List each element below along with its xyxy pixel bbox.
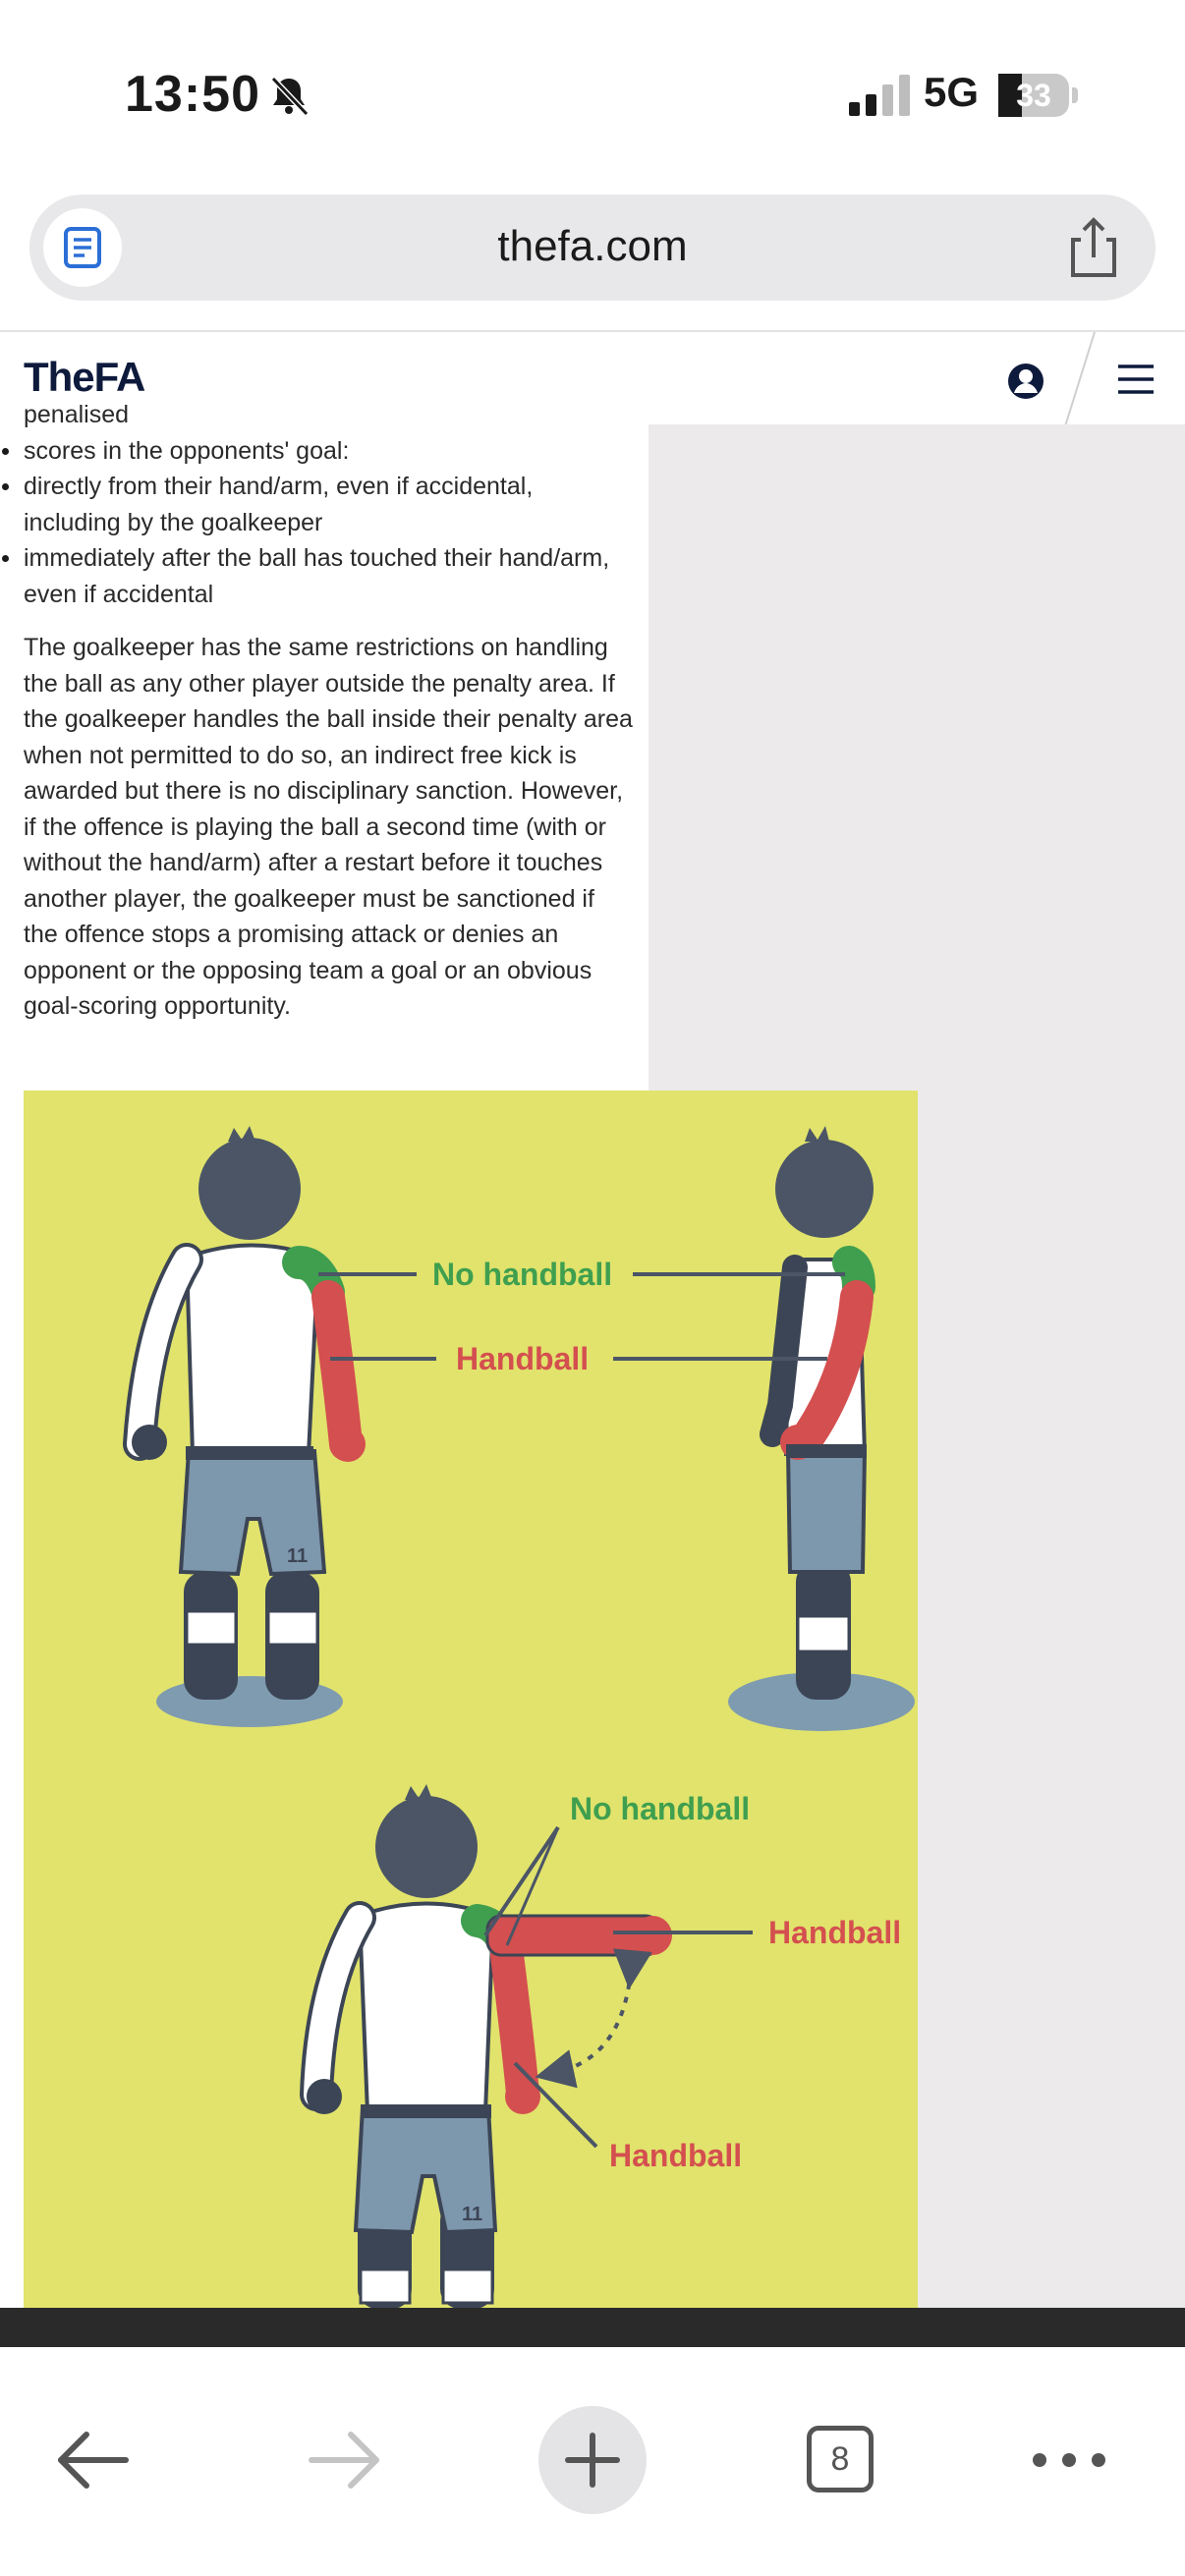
- battery-icon: [998, 74, 1077, 117]
- shirt-number: 11: [462, 2204, 483, 2225]
- back-button[interactable]: [39, 2406, 147, 2514]
- shirt-number: 11: [287, 1545, 309, 1567]
- label-handball: Handball: [609, 2138, 743, 2173]
- forward-button[interactable]: [290, 2406, 398, 2514]
- list-item: scores in the opponents' goal:: [24, 433, 633, 470]
- partial-line: penalised: [24, 401, 130, 428]
- label-no-handball: No handball: [432, 1257, 613, 1292]
- rotation-arrow: [554, 1970, 631, 2073]
- browser-toolbar: [0, 2347, 1185, 2576]
- address-bar[interactable]: [29, 195, 1156, 301]
- bullet-list: [24, 433, 633, 613]
- battery-percent: 33: [1016, 78, 1051, 113]
- handball-illustration: [24, 1091, 918, 2308]
- more-button[interactable]: [1015, 2406, 1123, 2514]
- page-overlay-strip: [0, 2308, 1185, 2347]
- site-logo[interactable]: TheFA: [24, 354, 145, 400]
- status-bar: [0, 0, 1185, 187]
- tabs-button[interactable]: [786, 2406, 894, 2514]
- label-handball: Handball: [768, 1915, 902, 1950]
- menu-icon[interactable]: [1116, 362, 1156, 397]
- bell-slash-icon: [265, 73, 312, 120]
- more-icon: [1015, 2406, 1123, 2514]
- player-side-view: [728, 1126, 915, 1731]
- arrow-left-icon: [39, 2406, 147, 2514]
- plus-icon: [538, 2406, 647, 2514]
- article-content: [0, 401, 649, 1092]
- url-text[interactable]: thefa.com: [497, 222, 688, 270]
- list-item: immediately after the ball has touched their hand/arm, even if accidental: [24, 540, 633, 612]
- list-item: directly from their hand/arm, even if accidental, including by the goalkeeper: [24, 469, 633, 540]
- new-tab-button[interactable]: [538, 2406, 647, 2514]
- account-icon[interactable]: [1006, 362, 1045, 401]
- article-paragraph: The goalkeeper has the same restrictions on handling the ball as any other player outside the penalty area. If the goalkeeper handles the ball inside their penalty area when not permitted to do so, an indirect free kick is awarded but there is no disciplinary sanction. However, if the offence is playing the ball a second time (with or without the hand/arm) after a restart before it touches another player, the goalkeeper must be sanctioned if the offence stops a promising attack or denies an opponent or the opposing team a goal or an obvious goal-scoring opportunity.: [24, 634, 633, 1020]
- player-arm-raised: [307, 1784, 672, 2309]
- network-type: 5G: [924, 69, 980, 115]
- tab-count: 8: [807, 2426, 874, 2492]
- share-icon[interactable]: [1059, 214, 1128, 283]
- arrow-right-icon: [290, 2406, 398, 2514]
- label-handball: Handball: [456, 1341, 590, 1376]
- player-front-view: [132, 1126, 366, 1727]
- label-no-handball: No handball: [570, 1791, 751, 1826]
- signal-icon: [849, 75, 910, 116]
- header-divider: [1061, 332, 1100, 426]
- clock: 13:50: [125, 66, 260, 123]
